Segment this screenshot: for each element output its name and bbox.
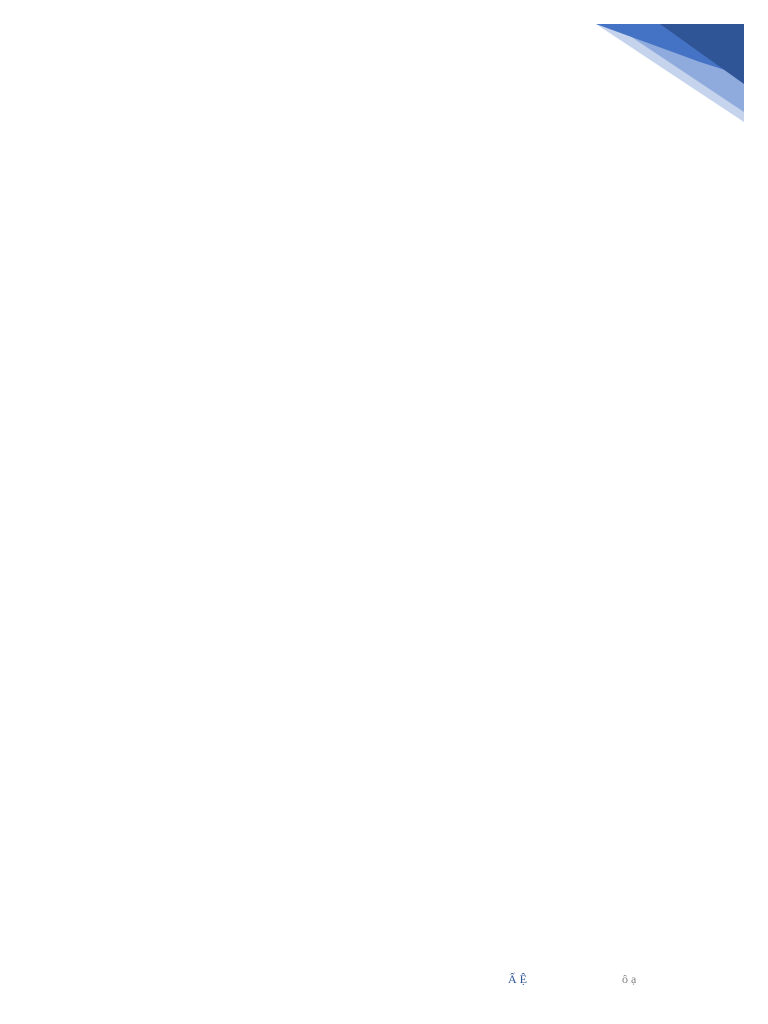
- corner-shape-mid: [612, 24, 744, 112]
- footer-left: Ấ Ệ: [508, 972, 527, 986]
- corner-shape-front: [596, 24, 744, 76]
- corner-shape-back: [596, 24, 744, 122]
- corner-shape-dark: [660, 24, 744, 84]
- footer-right: ô ạ: [622, 972, 637, 986]
